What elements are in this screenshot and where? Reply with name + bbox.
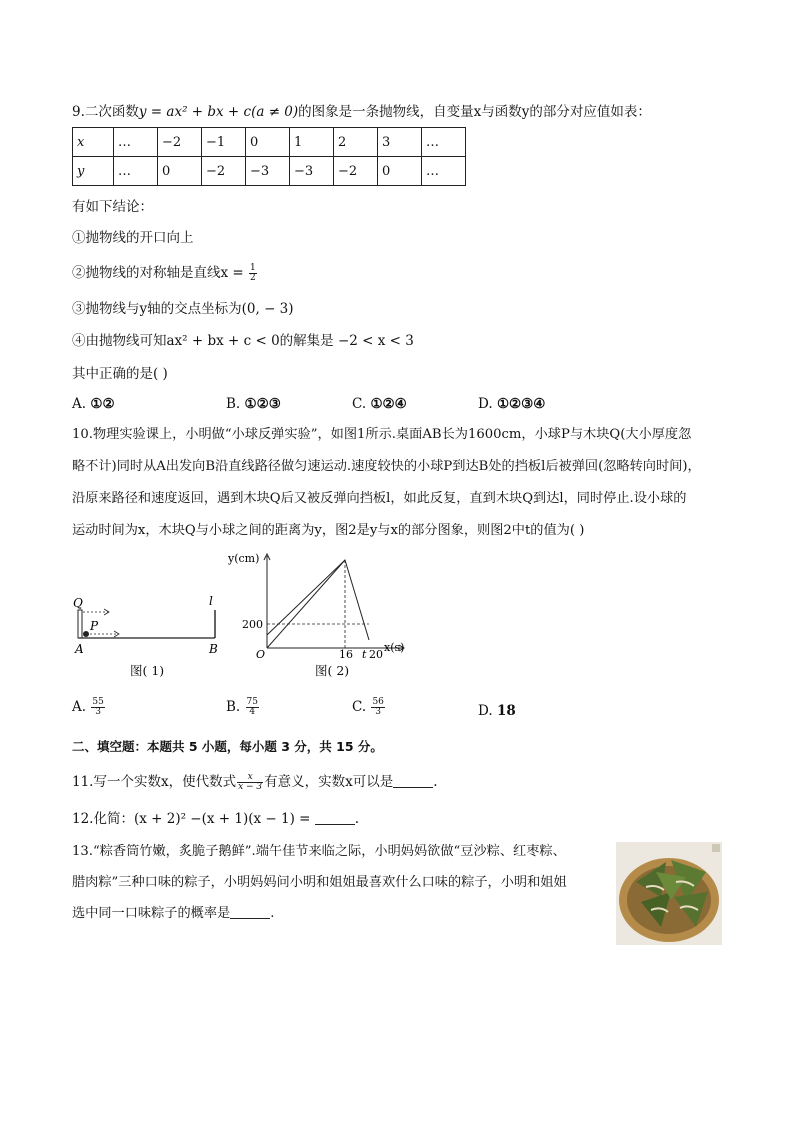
ball-p xyxy=(83,631,89,637)
tick-label: t xyxy=(362,648,367,660)
section-2-heading: 二、填空题：本题共 5 小题，每小题 3 分，共 15 分。 xyxy=(72,739,383,754)
table-cell: … xyxy=(422,128,466,157)
fraction-denominator: x − 3 xyxy=(238,782,263,792)
q11-end: . xyxy=(433,774,438,790)
q10-line-2: 略不计)同时从A出发向B沿直线路径做匀速运动.速度较快的小球P到达B处的挡板l后被弹回(忽略转向时间)， xyxy=(72,459,701,474)
option-text: ①②④ xyxy=(370,396,407,412)
q10-option-d[interactable] xyxy=(478,703,516,719)
fraction xyxy=(237,773,263,792)
table-cell: x xyxy=(73,128,114,157)
table-cell: 1 xyxy=(290,128,334,157)
q10-option-a[interactable] xyxy=(72,698,106,717)
label-p: P xyxy=(90,619,99,633)
label-b: B xyxy=(209,642,218,656)
option-text: 18 xyxy=(496,703,516,719)
tick-label: 20 xyxy=(369,648,383,660)
table-cell: … xyxy=(422,157,466,186)
fraction xyxy=(249,264,257,283)
table-cell: 2 xyxy=(334,128,378,157)
q10-line-4: 运动时间为x，木块Q与小球之间的距离为y，图2是y与x的部分图象，则图2中t的值为( ) xyxy=(72,523,585,538)
fraction-denominator: 3 xyxy=(375,707,382,717)
q9-option-b[interactable] xyxy=(226,396,281,412)
q9-intro: 有如下结论： xyxy=(72,199,153,215)
figure-1-diagram xyxy=(70,588,230,658)
fraction-numerator: 75 xyxy=(246,697,258,707)
block-q xyxy=(78,610,82,638)
fraction xyxy=(371,698,384,717)
table-cell: 0 xyxy=(378,157,422,186)
table-cell: y xyxy=(73,157,114,186)
q13-line-1: 13.“粽香筒竹嫩，炙脆子鹅鲜”.端午佳节来临之际，小明妈妈欲做“豆沙粽、红枣粽、 xyxy=(72,844,566,859)
option-letter: D. xyxy=(478,396,493,412)
fraction-denominator: 4 xyxy=(249,707,256,717)
option-letter: C. xyxy=(352,699,367,715)
zongzi-photo xyxy=(616,842,722,945)
fraction-denominator: 2 xyxy=(250,273,256,283)
table-cell: … xyxy=(114,128,158,157)
q13-answer-blank[interactable] xyxy=(230,906,270,919)
q13-line-2: 腊肉粽”三种口味的粽子，小明妈妈问小明和姐姐最喜欢什么口味的粽子，小明和姐姐 xyxy=(72,875,567,890)
option-letter: A. xyxy=(72,396,87,412)
q11-answer-blank[interactable] xyxy=(393,775,433,788)
option-letter: A. xyxy=(72,699,87,715)
option-text: ①②③ xyxy=(244,396,281,412)
q13-end: . xyxy=(270,906,275,921)
q9-value-table xyxy=(72,127,466,186)
q9-conclusion-3: ③抛物线与y轴的交点坐标为(0, − 3) xyxy=(72,301,294,317)
table-cell: −2 xyxy=(334,157,378,186)
option-text: ①② xyxy=(90,396,115,412)
q9-conclusion-4: ④由抛物线可知ax² + bx + c < 0的解集是 −2 < x < 3 xyxy=(72,333,414,349)
tick-label: 200 xyxy=(242,618,263,631)
q9-conclusion-1: ①抛物线的开口向上 xyxy=(72,230,194,246)
table-cell: 3 xyxy=(378,128,422,157)
label-q: Q xyxy=(73,596,83,610)
table-cell: 0 xyxy=(246,128,290,157)
q9-option-a[interactable] xyxy=(72,396,115,412)
q10-line-3: 沿原来路径和速度返回，遇到木块Q后又被反弹向挡板l，如此反复，直到木块Q到达l，同时停止.设小球的 xyxy=(72,491,687,506)
table-cell: 0 xyxy=(158,157,202,186)
q9-option-d[interactable] xyxy=(478,396,545,412)
tick-label: 16 xyxy=(339,648,353,660)
option-text: ①②③④ xyxy=(496,396,546,412)
table-cell: −3 xyxy=(246,157,290,186)
option-letter: C. xyxy=(352,396,367,412)
option-letter: B. xyxy=(226,396,241,412)
q13-text: 选中同一口味粽子的概率是 xyxy=(72,906,231,921)
q12-stem xyxy=(72,810,359,828)
fraction-numerator: 56 xyxy=(372,697,384,707)
table-cell: −2 xyxy=(158,128,202,157)
figure-2-caption: 图( 2) xyxy=(315,663,350,678)
q12-end: . xyxy=(354,811,360,827)
fraction-denominator: 3 xyxy=(95,707,101,717)
table-row xyxy=(73,157,466,186)
q11-text-a: 11.写一个实数x，使代数式 xyxy=(72,774,237,790)
q10-line-1: 10.物理实验课上，小明做“小球反弹实验”，如图1所示.桌面AB长为1600cm，小球P与木块Q(大小厚度忽 xyxy=(72,427,692,442)
q13-line-3 xyxy=(72,905,274,923)
figure-1-caption: 图( 1) xyxy=(130,663,165,678)
label-l: l xyxy=(209,594,213,608)
option-letter: B. xyxy=(226,699,241,715)
x-axis-label: x(s) xyxy=(384,641,405,654)
table-cell: −1 xyxy=(202,128,246,157)
graph-line xyxy=(267,560,369,640)
q9-option-c[interactable] xyxy=(352,396,407,412)
fraction-numerator: x xyxy=(237,773,263,783)
q9-question: 其中正确的是( ) xyxy=(72,366,168,382)
label-a: A xyxy=(75,642,84,656)
fraction-numerator: 55 xyxy=(92,697,104,707)
origin-label: O xyxy=(256,648,266,660)
q11-text-b: 有意义，实数x可以是 xyxy=(264,774,394,790)
y-axis-label: y(cm) xyxy=(228,552,260,565)
table-cell: … xyxy=(114,157,158,186)
q9-formula: y = ax² + bx + c(a ≠ 0) xyxy=(138,104,299,120)
option-letter: D. xyxy=(478,703,493,719)
graph-line xyxy=(267,560,345,648)
fraction xyxy=(91,698,104,717)
table-row xyxy=(73,128,466,157)
q9-conclusion-2 xyxy=(72,264,258,283)
q12-text: 12.化简：(x + 2)² −(x + 1)(x − 1) = xyxy=(72,811,311,827)
q12-answer-blank[interactable] xyxy=(315,812,355,825)
q10-option-b[interactable] xyxy=(226,698,260,717)
table-cell: −3 xyxy=(290,157,334,186)
table-cell: −2 xyxy=(202,157,246,186)
fraction-numerator: 1 xyxy=(250,263,256,273)
q9-suffix: 的图象是一条抛物线，自变量x与函数y的部分对应值如表： xyxy=(298,104,651,120)
q10-option-c[interactable] xyxy=(352,698,386,717)
q11-stem xyxy=(72,773,438,792)
q9-prefix: 9.二次函数 xyxy=(72,104,139,120)
fraction xyxy=(246,698,259,717)
q9-conclusion-2-text: ②抛物线的对称轴是直线x = xyxy=(72,265,244,281)
q9-stem xyxy=(72,103,651,121)
figure-2-graph xyxy=(225,548,415,660)
